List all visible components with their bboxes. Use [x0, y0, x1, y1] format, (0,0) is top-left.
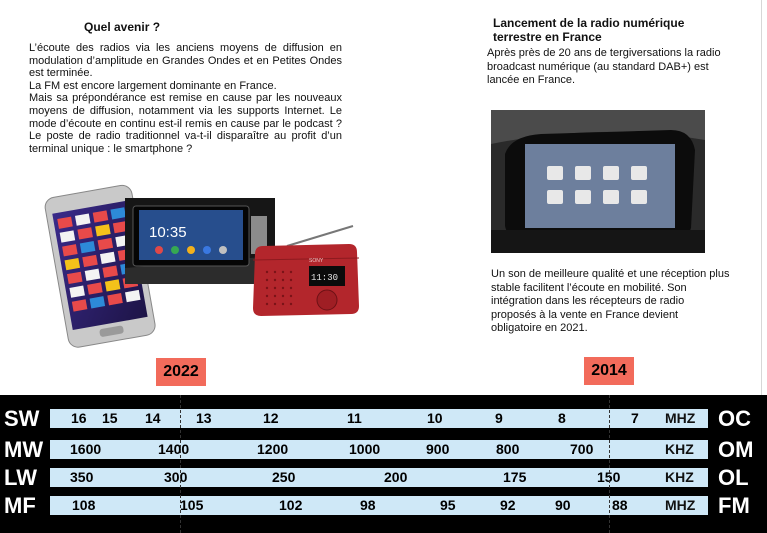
left-body — [29, 42, 342, 155]
tick-sw-14: 14 — [145, 410, 161, 426]
tick-lw-350: 350 — [70, 469, 94, 485]
tick-mw-900: 900 — [426, 441, 450, 457]
tick-mw-800: 800 — [496, 441, 520, 457]
tick-mf-88: 88 — [612, 497, 628, 513]
band-right-oc: OC — [718, 406, 751, 431]
unit-mw: KHZ — [665, 441, 694, 457]
dial-band-mf — [0, 493, 767, 518]
tick-sw-9: 9 — [495, 410, 503, 426]
right-intro: Après près de 20 ans de tergiversations la radio broadcast numérique (au standard DAB+) est lancée en France. — [487, 47, 721, 86]
left-title: Quel avenir ? — [84, 20, 161, 34]
dial-band-lw — [0, 465, 767, 490]
radio-display-time: 11:30 — [311, 273, 339, 283]
tick-lw-250: 250 — [272, 469, 296, 485]
tick-sw-16: 16 — [71, 410, 87, 426]
dial-band-sw — [0, 406, 767, 431]
tick-mw-1600: 1600 — [70, 441, 102, 457]
band-code-sw: SW — [4, 406, 40, 431]
tick-mf-95: 95 — [440, 497, 456, 513]
band-code-lw: LW — [4, 465, 37, 490]
right-body: Un son de meilleure qualité et une réception plus stable facilitent l’écoute en mobilité. Son intégration dans les récepteurs de radio proposés à la vente en France devient obligatoire en 2021. — [491, 268, 730, 335]
left-paragraph-3: Mais sa prépondérance est remise en cause par les nouveaux moyens de diffusion, notamment via les supports Internet. Le mode d’écoute en continu est-il remis en cause par le podcast ? Le poste de radio traditionnel va-t-il disparaître au profit d’un terminal unique : le smartphone ? — [29, 92, 342, 155]
band-right-om: OM — [718, 437, 754, 462]
tick-sw-15: 15 — [102, 410, 118, 426]
band-right-fm: FM — [718, 493, 750, 518]
radio-brand: SONY — [309, 258, 324, 264]
tick-mf-105: 105 — [180, 497, 204, 513]
tick-sw-12: 12 — [263, 410, 279, 426]
tick-mf-92: 92 — [500, 497, 516, 513]
tick-mf-108: 108 — [72, 497, 96, 513]
tick-mf-102: 102 — [279, 497, 303, 513]
tick-mw-1400: 1400 — [158, 441, 190, 457]
tick-mf-90: 90 — [555, 497, 571, 513]
tick-sw-11: 11 — [347, 410, 362, 426]
year-label-2014: 2014 — [584, 357, 634, 385]
dial-band-mw — [0, 437, 767, 462]
year-label-2022: 2022 — [156, 358, 206, 386]
band-code-mf: MF — [4, 493, 36, 518]
tick-sw-13: 13 — [196, 410, 212, 426]
tick-mw-700: 700 — [570, 441, 594, 457]
band-right-ol: OL — [718, 465, 749, 490]
tick-sw-8: 8 — [558, 410, 566, 426]
tick-lw-200: 200 — [384, 469, 408, 485]
tick-mw-1200: 1200 — [257, 441, 289, 457]
dab-radio-image — [249, 224, 365, 320]
unit-mf: MHZ — [665, 497, 696, 513]
tick-mf-98: 98 — [360, 497, 376, 513]
tick-lw-175: 175 — [503, 469, 527, 485]
dial-marker-2014 — [609, 395, 610, 533]
tick-sw-7: 7 — [631, 410, 639, 426]
unit-lw: KHZ — [665, 469, 694, 485]
right-title: Lancement de la radio numérique terrestre en France — [493, 16, 685, 44]
tick-sw-10: 10 — [427, 410, 443, 426]
tick-mw-1000: 1000 — [349, 441, 381, 457]
dab-car-dashboard-image — [491, 110, 705, 253]
left-paragraph-1: L’écoute des radios via les anciens moyens de diffusion en modulation d’amplitude en Grandes Ondes et en Petites Ondes est terminée. — [29, 42, 342, 80]
dial-marker-2022 — [180, 395, 181, 533]
tick-lw-150: 150 — [597, 469, 621, 485]
left-paragraph-2: La FM est encore largement dominante en France. — [29, 79, 277, 92]
band-code-mw: MW — [4, 437, 44, 462]
tick-lw-300: 300 — [164, 469, 188, 485]
unit-sw: MHZ — [665, 410, 696, 426]
car-screen-clock: 10:35 — [149, 224, 187, 241]
radio-dial-scale — [0, 395, 767, 533]
page-edge-line — [761, 0, 762, 395]
